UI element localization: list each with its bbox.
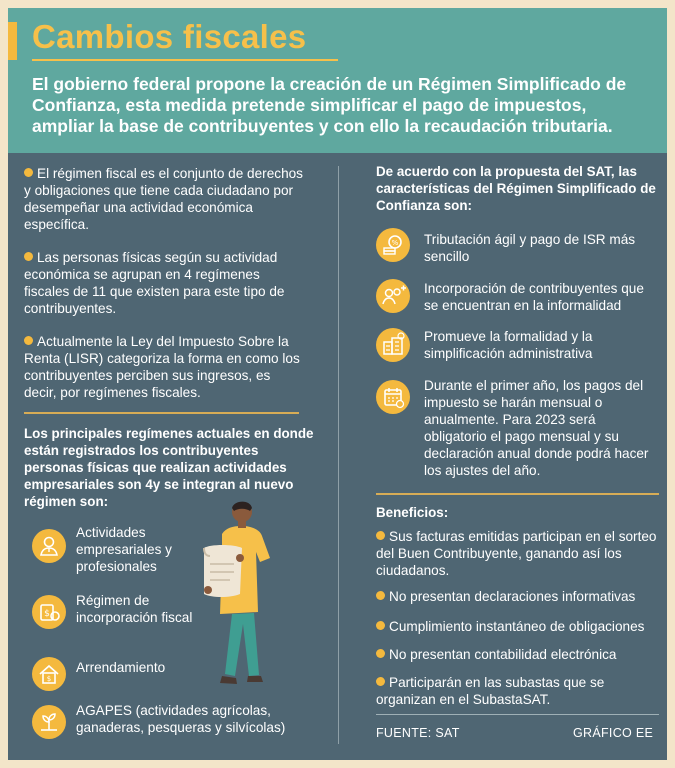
regime-label-1: Actividades empresariales y profesionales	[76, 525, 172, 574]
credit-label: GRÁFICO EE	[573, 726, 654, 740]
feature-text-2: Incorporación de contribuyentes que se encuentran en la informalidad	[424, 281, 644, 313]
feature-text-1: Tributación ágil y pago de ISR más sencillo	[424, 232, 636, 264]
bullet-dot	[376, 677, 385, 686]
coins-icon	[376, 228, 410, 262]
building-icon	[376, 328, 410, 362]
infographic	[8, 8, 667, 760]
intro-text: El gobierno federal propone la creación de un Régimen Simplificado de Confianza, esta medida pretende simplificar el pago de impuestos, ampliar la base de contribuyentes y con ello la recaudación tributaria.	[32, 74, 627, 136]
benefit-item-2: No presentan declaraciones informativas	[376, 588, 661, 605]
feature-text-4: Durante el primer año, los pagos del impuesto se harán mensual o anualmente. Para 2023 será obligatorio el pago mensual y su declaración anual donde podrá hacer los ajustes del año.	[424, 378, 649, 478]
left-point-1: El régimen fiscal es el conjunto de derechos y obligaciones que tiene cada ciudadano por desempeñar una actividad económica específica.	[24, 166, 303, 232]
regime-label-2: Régimen de incorporación fiscal	[76, 593, 193, 625]
regime-label-3: Arrendamiento	[76, 660, 166, 675]
footer-rule	[376, 714, 659, 715]
plant-icon	[32, 705, 66, 739]
bullet-dot	[376, 649, 385, 658]
left-point-3: Actualmente la Ley del Impuesto Sobre la Renta (LISR) categoriza la forma en como los contribuyentes perciben sus ingresos, es decir, por regímenes fiscales.	[24, 334, 300, 400]
calendar-icon	[376, 380, 410, 414]
benefit-item-4: No presentan contabilidad electrónica	[376, 646, 661, 663]
professional-icon	[32, 529, 66, 563]
house-icon	[32, 657, 66, 691]
benefit-item-5: Participarán en las subastas que se organizan en el SubastaSAT.	[376, 675, 605, 707]
benefit-item-1: Sus facturas emitidas participan en el sorteo del Buen Contribuyente, ganando así los ciudadanos.	[376, 529, 657, 578]
people-add-icon	[376, 279, 410, 313]
benefits-heading: Beneficios:	[376, 505, 449, 520]
svg-text:$: $	[44, 609, 50, 619]
title-underline	[32, 59, 338, 61]
column-divider	[338, 166, 339, 744]
bullet-dot	[376, 591, 385, 600]
right-divider	[376, 493, 659, 495]
source-label: FUENTE: SAT	[376, 726, 460, 740]
svg-text:%: %	[391, 239, 399, 247]
title-accent-bar	[8, 22, 17, 60]
page-title: Cambios fiscales	[32, 18, 307, 55]
bullet-dot	[24, 168, 33, 177]
features-heading: De acuerdo con la propuesta del SAT, las características del Régimen Simplificado de Confianza son:	[376, 164, 656, 213]
header-band	[8, 8, 667, 153]
bullet-dot	[24, 252, 33, 261]
left-point-2: Las personas físicas según su actividad económica se agrupan en 4 regímenes fiscales de 11 que existen para este tipo de contribuyentes.	[24, 250, 285, 316]
bullet-dot	[376, 531, 385, 540]
bullet-dot	[24, 336, 33, 345]
svg-text:$: $	[46, 675, 52, 683]
regimes-heading: Los principales regímenes actuales en donde están registrados los contribuyentes personas físicas que realizan actividades empresariales son 4y se integran al nuevo régimen son:	[24, 426, 314, 509]
regime-label-4: AGAPES (actividades agrícolas, ganaderas, pesqueras y silvícolas)	[76, 703, 286, 735]
bullet-dot	[376, 621, 385, 630]
person-reading-illustration	[200, 498, 278, 694]
money-icon	[32, 595, 66, 629]
left-divider	[24, 412, 299, 414]
benefit-item-3: Cumplimiento instantáneo de obligaciones	[376, 618, 661, 635]
feature-text-3: Promueve la formalidad y la simplificación administrativa	[424, 329, 593, 361]
